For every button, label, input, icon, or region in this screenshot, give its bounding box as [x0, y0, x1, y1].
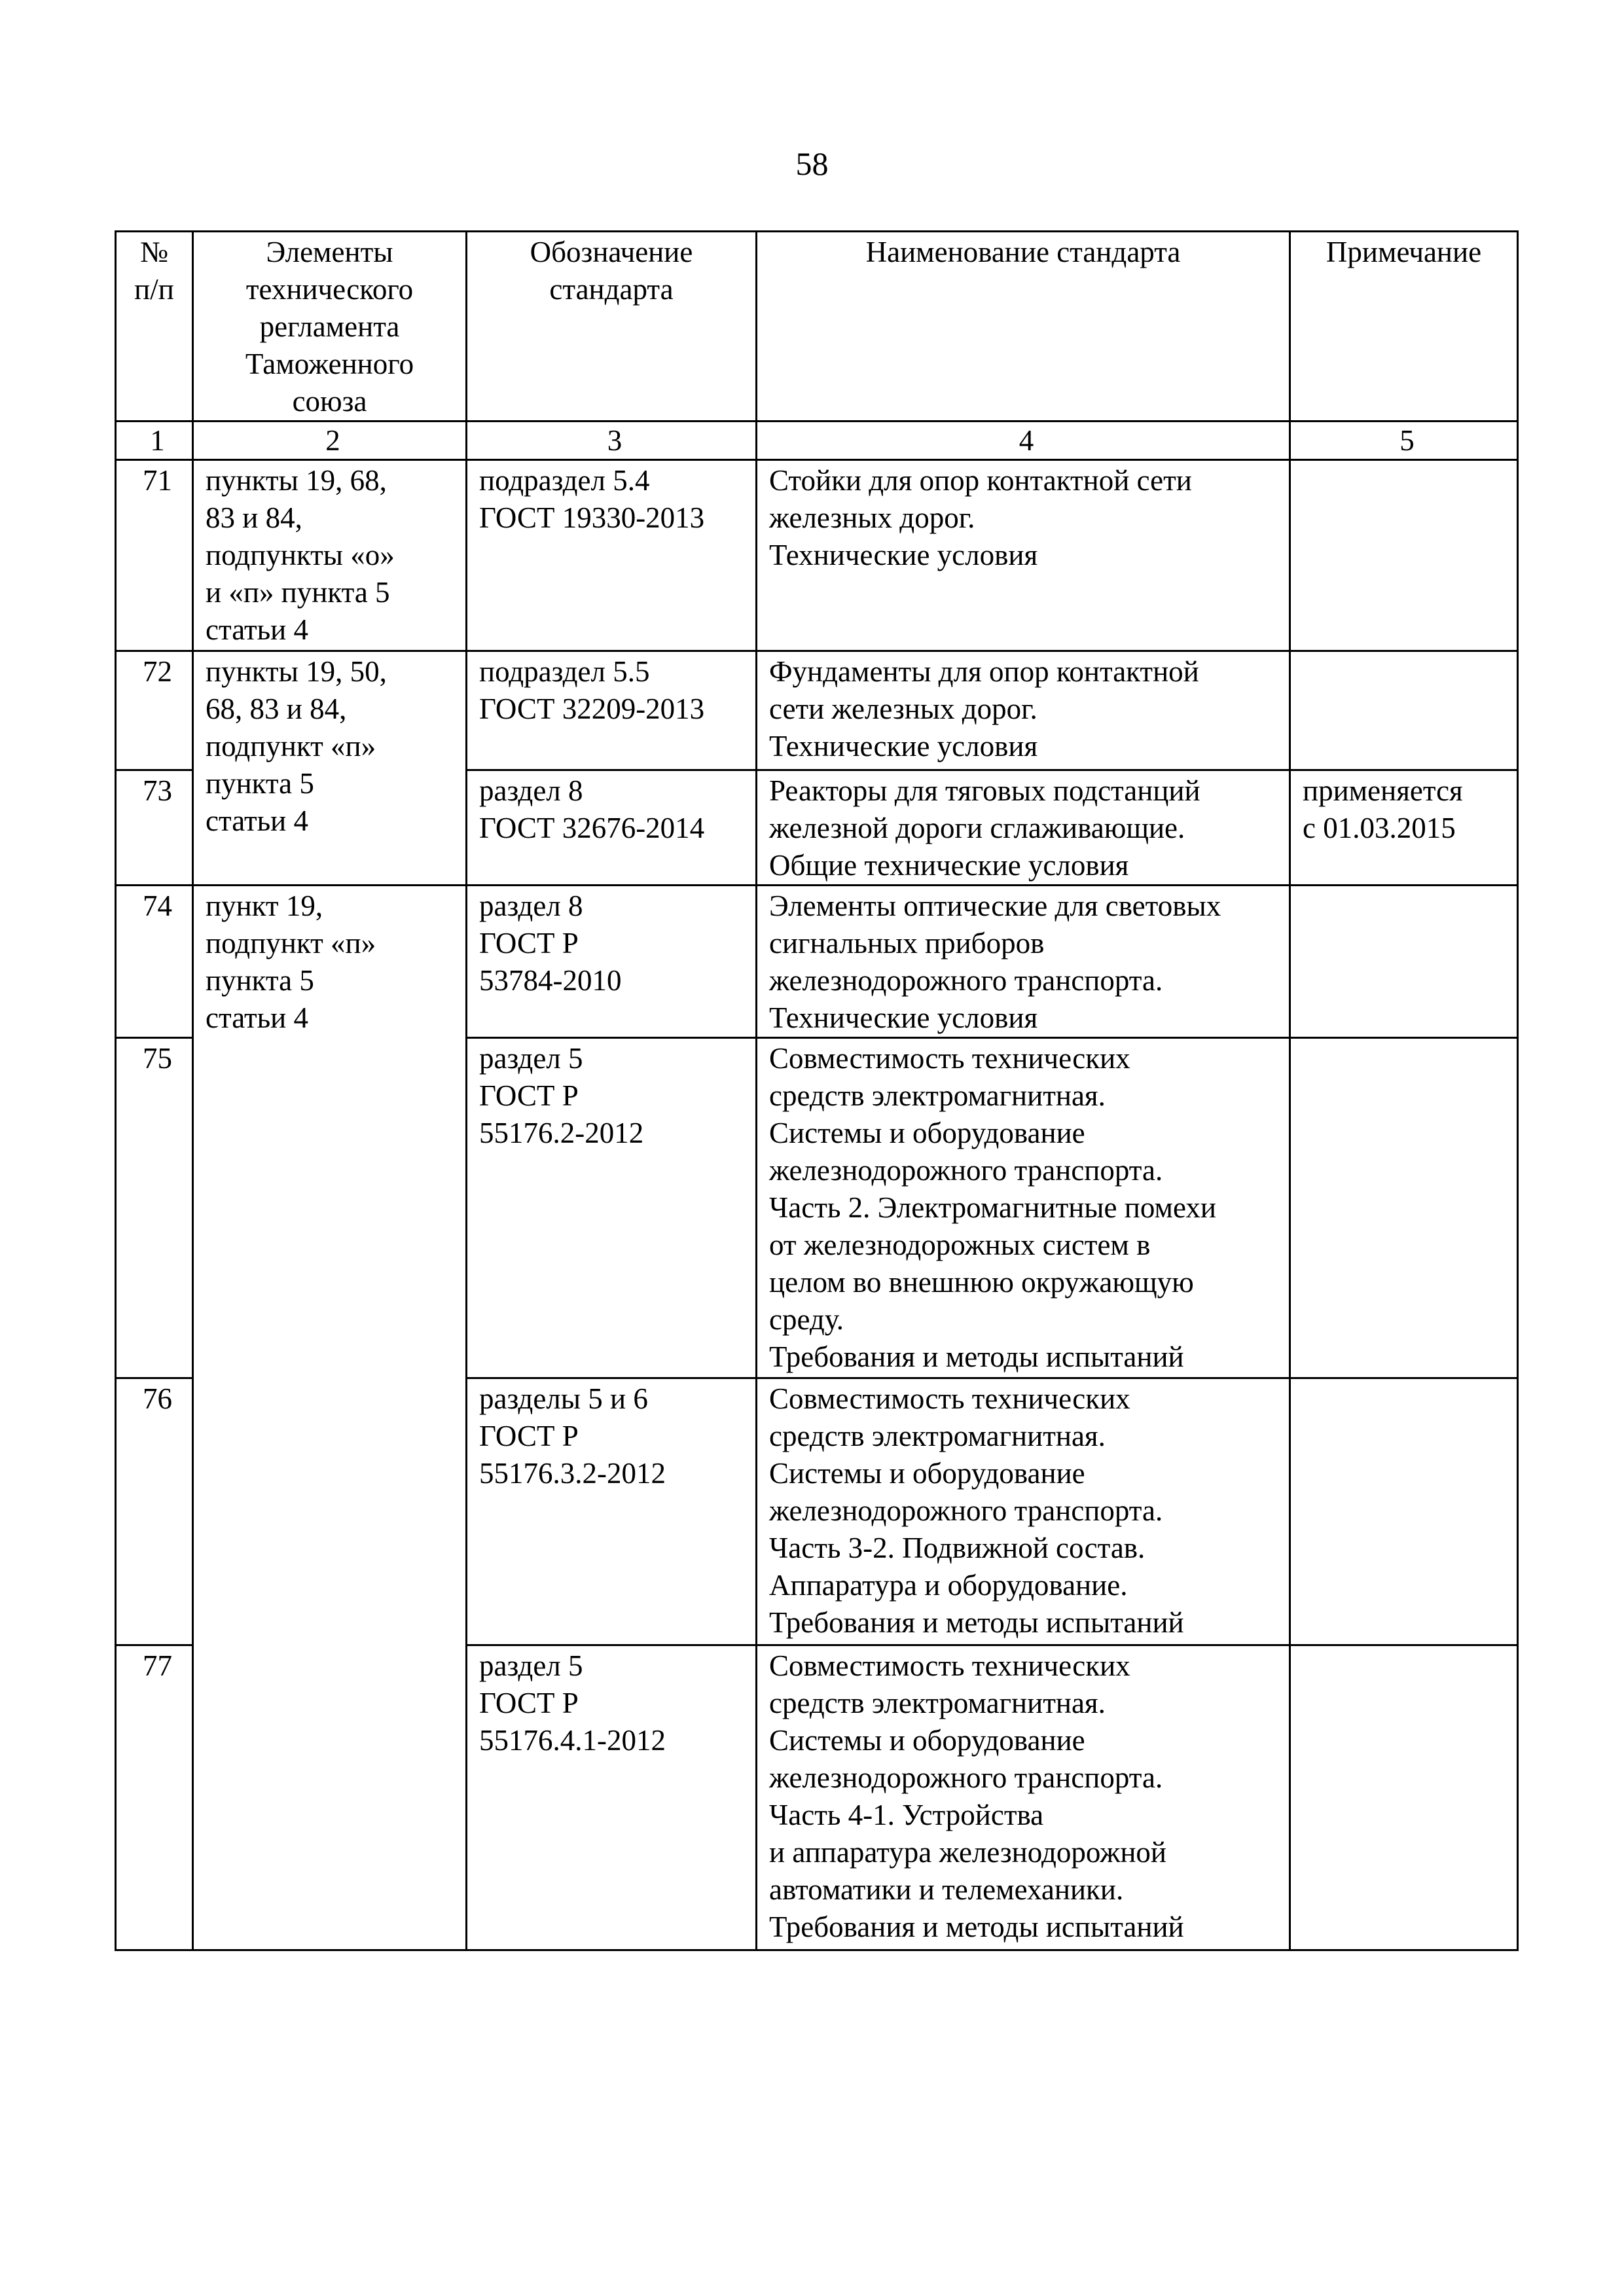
table-header-row: [116, 232, 1518, 422]
row-standard-name: Стойки для опор контактной сети железных дорог. Технические условия: [757, 460, 1290, 651]
row-designation: раздел 5 ГОСТ Р 55176.4.1-2012: [467, 1645, 757, 1950]
row-note: [1290, 886, 1518, 1038]
row-note: применяется с 01.03.2015: [1290, 770, 1518, 886]
row-number: 76: [116, 1378, 193, 1645]
header-note: Примечание: [1290, 232, 1518, 422]
column-number: 1: [116, 422, 193, 460]
row-number: 77: [116, 1645, 193, 1950]
row-designation: подраздел 5.4 ГОСТ 19330-2013: [467, 460, 757, 651]
header-elements: Элементы технического регламента Таможенного союза: [193, 232, 467, 422]
row-note: [1290, 1645, 1518, 1950]
row-designation: раздел 8 ГОСТ Р 53784-2010: [467, 886, 757, 1038]
header-designation: Обозначение стандарта: [467, 232, 757, 422]
row-designation: раздел 8 ГОСТ 32676-2014: [467, 770, 757, 886]
column-number: 2: [193, 422, 467, 460]
page-number: 58: [795, 145, 829, 182]
header-name: Наименование стандарта: [757, 232, 1290, 422]
table-row: [116, 651, 1518, 770]
row-standard-name: Реакторы для тяговых подстанций железной дороги сглаживающие. Общие технические условия: [757, 770, 1290, 886]
row-standard-name: Фундаменты для опор контактной сети железных дорог. Технические условия: [757, 651, 1290, 770]
standards-table: [115, 230, 1519, 1951]
row-standard-name: Совместимость технических средств электромагнитная. Системы и оборудование железнодорожного транспорта. Часть 2. Электромагнитные помехи от железнодорожных систем в целом во внешнюю окружающую среду. Требования и методы испытаний: [757, 1038, 1290, 1378]
column-numbers-row: [116, 422, 1518, 460]
row-number: 74: [116, 886, 193, 1038]
table-row: [116, 886, 1518, 1038]
row-note: [1290, 1038, 1518, 1378]
row-number: 72: [116, 651, 193, 770]
row-elements: пункты 19, 50, 68, 83 и 84, подпункт «п» пункта 5 статьи 4: [193, 651, 467, 886]
column-number: 3: [467, 422, 757, 460]
row-number: 71: [116, 460, 193, 651]
header-num: № п/п: [116, 232, 193, 422]
row-designation: разделы 5 и 6 ГОСТ Р 55176.3.2-2012: [467, 1378, 757, 1645]
table-row: [116, 460, 1518, 651]
row-number: 73: [116, 770, 193, 886]
row-standard-name: Совместимость технических средств электромагнитная. Системы и оборудование железнодорожного транспорта. Часть 4-1. Устройства и аппаратура железнодорожной автоматики и телемеханики. Требования и методы испытаний: [757, 1645, 1290, 1950]
column-number: 4: [757, 422, 1290, 460]
row-designation: подраздел 5.5 ГОСТ 32209-2013: [467, 651, 757, 770]
row-standard-name: Элементы оптические для световых сигнальных приборов железнодорожного транспорта. Технические условия: [757, 886, 1290, 1038]
row-note: [1290, 1378, 1518, 1645]
row-note: [1290, 460, 1518, 651]
column-number: 5: [1290, 422, 1518, 460]
row-number: 75: [116, 1038, 193, 1378]
row-elements: пункт 19, подпункт «п» пункта 5 статьи 4: [193, 886, 467, 1950]
row-designation: раздел 5 ГОСТ Р 55176.2-2012: [467, 1038, 757, 1378]
row-elements: пункты 19, 68, 83 и 84, подпункты «о» и «п» пункта 5 статьи 4: [193, 460, 467, 651]
row-note: [1290, 651, 1518, 770]
row-standard-name: Совместимость технических средств электромагнитная. Системы и оборудование железнодорожного транспорта. Часть 3-2. Подвижной состав. Аппаратура и оборудование. Требования и методы испытаний: [757, 1378, 1290, 1645]
